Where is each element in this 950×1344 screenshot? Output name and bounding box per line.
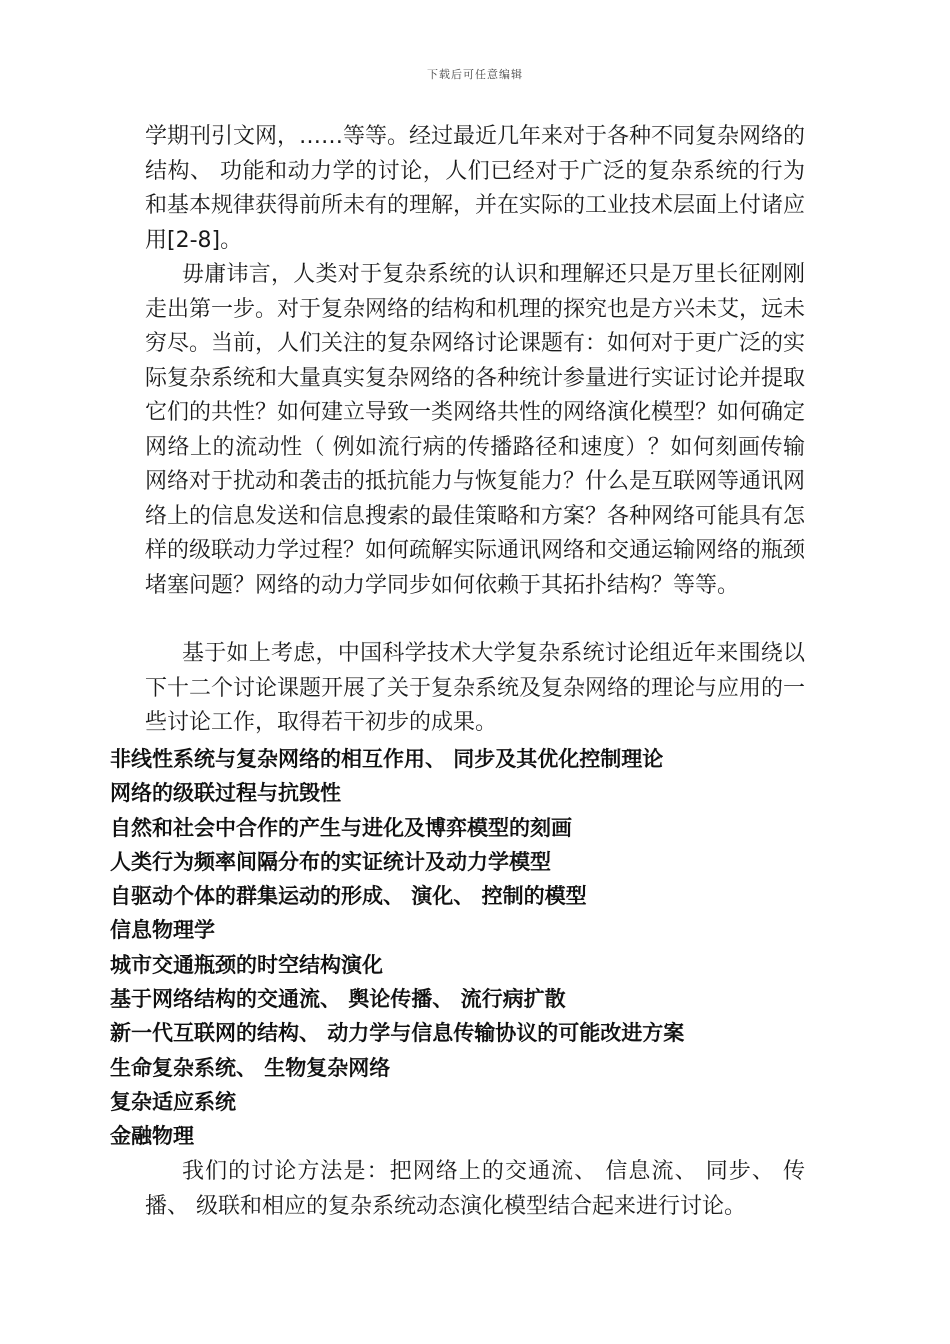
paragraph-intro-continuation: 学期刊引文网，……等等。经过最近几年来对于各种不同复杂网络的结构、 功能和动力学的讨论，人们已经对于广泛的复杂系统的行为和基本规律获得前所未有的理解，并在实际的工业技术层面上付诸应用[2-8]。 [145, 124, 806, 253]
research-topic-item: 网络的级联过程与抗毁性 [110, 781, 341, 806]
research-topic-list [110, 742, 830, 1154]
research-topic-item: 城市交通瓶颈的时空结构演化 [110, 952, 383, 977]
research-topic-item: 新一代互联网的结构、 动力学与信息传输协议的可能改进方案 [110, 1021, 685, 1046]
page-header: 下载后可任意编辑 [427, 68, 523, 81]
paragraph-research-group: 基于如上考虑，中国科学技术大学复杂系统讨论组近年来围绕以下十二个讨论课题开展了关于复杂系统及复杂网络的理论与应用的一些讨论工作，取得若干初步的成果。 [145, 641, 806, 735]
paragraph-research-questions: 毋庸讳言，人类对于复杂系统的认识和理解还只是万里长征刚刚走出第一步。对于复杂网络的结构和机理的探究也是方兴未艾，远未穷尽。当前，人们关注的复杂网络讨论课题有：如何对于更广泛的实际复杂系统和大量真实复杂网络的各种统计参量进行实证讨论并提取它们的共性？如何建立导致一类网络共性的网络演化模型？如何确定网络上的流动性（ 例如流行病的传播路径和速度）？如何刻画传输网络对于扰动和袭击的抵抗能力与恢复能力？什么是互联网等通讯网络上的信息发送和信息搜索的最佳策略和方案？各种网络可能具有怎样的级联动力学过程？如何疏解实际通讯网络和交通运输网络的瓶颈堵塞问题？网络的动力学同步如何依赖于其拓扑结构？等等。 [145, 262, 806, 598]
research-topic-item: 生命复杂系统、 生物复杂网络 [110, 1055, 391, 1080]
research-topic-item: 基于网络结构的交通流、 舆论传播、 流行病扩散 [110, 987, 566, 1012]
research-topic-item: 人类行为频率间隔分布的实证统计及动力学模型 [110, 849, 551, 874]
research-topic-item: 信息物理学 [110, 918, 215, 943]
research-topic-item: 金融物理 [110, 1124, 194, 1149]
research-topic-item: 复杂适应系统 [110, 1089, 236, 1114]
research-topic-item: 非线性系统与复杂网络的相互作用、 同步及其优化控制理论 [110, 747, 664, 771]
research-topic-item: 自然和社会中合作的产生与进化及博弈模型的刻画 [110, 815, 572, 840]
paragraph-methodology: 我们的讨论方法是：把网络上的交通流、 信息流、 同步、 传播、 级联和相应的复杂系统动态演化模型结合起来进行讨论。 [145, 1159, 805, 1219]
research-topic-item: 自驱动个体的群集运动的形成、 演化、 控制的模型 [110, 884, 587, 909]
